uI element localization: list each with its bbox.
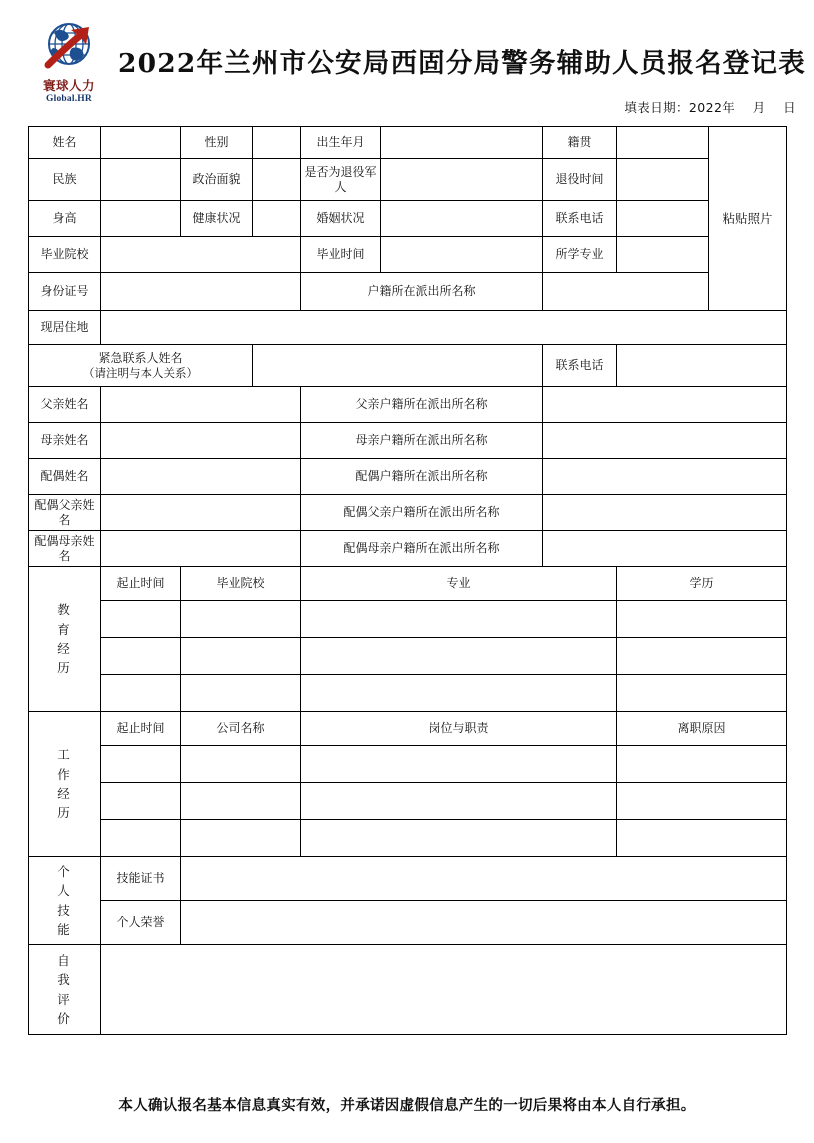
- label-height: 身高: [29, 201, 101, 237]
- field-name[interactable]: [101, 127, 181, 159]
- work-col-period: 起止时间: [101, 712, 181, 746]
- label-current-address: 现居住地: [29, 311, 101, 345]
- label-mother-police-station: 母亲户籍所在派出所名称: [301, 423, 543, 459]
- edu-cell-degree[interactable]: [617, 638, 787, 675]
- field-spouse-mother-name[interactable]: [101, 531, 301, 567]
- table-row-current-address: [29, 311, 787, 345]
- label-emergency-phone: 联系电话: [543, 345, 617, 387]
- work-cell-period[interactable]: [101, 746, 181, 783]
- label-marital-status: 婚姻状况: [301, 201, 381, 237]
- work-col-leave-reason: 离职原因: [617, 712, 787, 746]
- label-spouse-father-police-station: 配偶父亲户籍所在派出所名称: [301, 495, 543, 531]
- declaration-text: 本人确认报名基本信息真实有效，并承诺因虚假信息产生的一切后果将由本人自行承担。: [118, 1098, 696, 1114]
- edu-cell-school[interactable]: [181, 638, 301, 675]
- section-label-work-text: 工 作 经 历: [57, 747, 72, 821]
- field-spouse-father-police-station[interactable]: [543, 495, 787, 531]
- field-health[interactable]: [253, 201, 301, 237]
- label-graduation-time: 毕业时间: [301, 237, 381, 273]
- field-current-address[interactable]: [101, 311, 787, 345]
- field-father-name[interactable]: [101, 387, 301, 423]
- table-row-education-entry: [29, 601, 787, 638]
- label-native-place: 籍贯: [543, 127, 617, 159]
- table-row-education-header: [29, 567, 787, 601]
- table-row-education-basic: [29, 237, 787, 273]
- field-personal-honor[interactable]: [181, 901, 787, 945]
- field-spouse-father-name[interactable]: [101, 495, 301, 531]
- table-row-education-entry: [29, 675, 787, 712]
- work-cell-company[interactable]: [181, 746, 301, 783]
- edu-cell-major[interactable]: [301, 675, 617, 712]
- table-row-work-header: [29, 712, 787, 746]
- label-spouse-father-name: 配偶父亲姓名: [29, 495, 101, 531]
- field-phone[interactable]: [617, 201, 709, 237]
- label-skill-certificate: 技能证书: [101, 857, 181, 901]
- work-col-company: 公司名称: [181, 712, 301, 746]
- table-row-spouse: [29, 459, 787, 495]
- section-label-education-text: 教 育 经 历: [57, 602, 72, 676]
- edu-cell-degree[interactable]: [617, 675, 787, 712]
- edu-col-degree: 学历: [617, 567, 787, 601]
- field-marital-status[interactable]: [381, 201, 543, 237]
- label-political-status: 政治面貌: [181, 159, 253, 201]
- edu-cell-period[interactable]: [101, 638, 181, 675]
- field-self-evaluation[interactable]: [101, 945, 787, 1035]
- work-cell-leave-reason[interactable]: [617, 783, 787, 820]
- work-cell-position[interactable]: [301, 783, 617, 820]
- registration-table: [28, 126, 787, 1035]
- field-father-police-station[interactable]: [543, 387, 787, 423]
- section-label-self-evaluation: [29, 945, 101, 1035]
- label-major: 所学专业: [543, 237, 617, 273]
- field-height[interactable]: [101, 201, 181, 237]
- work-cell-leave-reason[interactable]: [617, 820, 787, 857]
- work-col-position: 岗位与职责: [301, 712, 617, 746]
- field-mother-police-station[interactable]: [543, 423, 787, 459]
- label-phone: 联系电话: [543, 201, 617, 237]
- work-cell-period[interactable]: [101, 820, 181, 857]
- work-cell-leave-reason[interactable]: [617, 746, 787, 783]
- label-spouse-name: 配偶姓名: [29, 459, 101, 495]
- table-row-basic-1: [29, 127, 787, 159]
- label-ethnicity: 民族: [29, 159, 101, 201]
- label-mother-name: 母亲姓名: [29, 423, 101, 459]
- label-household-police-station: 户籍所在派出所名称: [301, 273, 543, 311]
- section-label-skills-text: 个 人 技 能: [57, 863, 72, 937]
- edu-cell-major[interactable]: [301, 601, 617, 638]
- table-row-skill-certificate: [29, 857, 787, 901]
- field-birth-date[interactable]: [381, 127, 543, 159]
- table-row-spouse-mother: [29, 531, 787, 567]
- field-spouse-police-station[interactable]: [543, 459, 787, 495]
- label-spouse-mother-name: 配偶母亲姓名: [29, 531, 101, 567]
- label-father-police-station: 父亲户籍所在派出所名称: [301, 387, 543, 423]
- section-label-skills: [29, 857, 101, 945]
- table-row-id-number: [29, 273, 787, 311]
- field-household-police-station[interactable]: [543, 273, 709, 311]
- table-row-basic-3: [29, 201, 787, 237]
- table-row-spouse-father: [29, 495, 787, 531]
- table-row-father: [29, 387, 787, 423]
- label-name: 姓名: [29, 127, 101, 159]
- table-row-personal-honor: [29, 901, 787, 945]
- field-id-number[interactable]: [101, 273, 301, 311]
- edu-cell-degree[interactable]: [617, 601, 787, 638]
- label-father-name: 父亲姓名: [29, 387, 101, 423]
- label-id-number: 身份证号: [29, 273, 101, 311]
- label-veteran: 是否为退役军人: [301, 159, 381, 201]
- edu-cell-major[interactable]: [301, 638, 617, 675]
- logo-english-name: Global.HR: [46, 93, 92, 104]
- table-row-work-entry: [29, 820, 787, 857]
- field-native-place[interactable]: [617, 127, 709, 159]
- field-graduation-time[interactable]: [381, 237, 543, 273]
- section-label-work: [29, 712, 101, 857]
- logo-chinese-name: 寰球人力: [42, 77, 95, 93]
- label-spouse-mother-police-station: 配偶母亲户籍所在派出所名称: [301, 531, 543, 567]
- field-veteran[interactable]: [381, 159, 543, 201]
- table-row-emergency-contact: [29, 345, 787, 387]
- section-label-self-evaluation-text: 自 我 评 价: [57, 952, 72, 1026]
- label-gender: 性别: [181, 127, 253, 159]
- field-ethnicity[interactable]: [101, 159, 181, 201]
- photo-paste-cell[interactable]: 粘贴照片: [709, 127, 787, 311]
- section-label-education: [29, 567, 101, 712]
- table-row-education-entry: [29, 638, 787, 675]
- label-health: 健康状况: [181, 201, 253, 237]
- field-gender[interactable]: [253, 127, 301, 159]
- field-spouse-name[interactable]: [101, 459, 301, 495]
- table-row-self-evaluation: [29, 945, 787, 1035]
- edu-cell-period[interactable]: [101, 601, 181, 638]
- company-logo: [26, 17, 112, 104]
- field-graduate-school[interactable]: [101, 237, 301, 273]
- label-personal-honor: 个人荣誉: [101, 901, 181, 945]
- table-row-basic-2: [29, 159, 787, 201]
- label-discharge-time: 退役时间: [543, 159, 617, 201]
- field-mother-name[interactable]: [101, 423, 301, 459]
- globe-arrow-icon: [40, 17, 98, 75]
- work-cell-position[interactable]: [301, 746, 617, 783]
- label-birth-date: 出生年月: [301, 127, 381, 159]
- edu-cell-school[interactable]: [181, 675, 301, 712]
- field-discharge-time[interactable]: [617, 159, 709, 201]
- work-cell-period[interactable]: [101, 783, 181, 820]
- page-title: 2022年兰州市公安局西固分局警务辅助人员报名登记表: [118, 47, 806, 79]
- work-cell-company[interactable]: [181, 783, 301, 820]
- work-cell-company[interactable]: [181, 820, 301, 857]
- table-row-work-entry: [29, 783, 787, 820]
- edu-cell-period[interactable]: [101, 675, 181, 712]
- work-cell-position[interactable]: [301, 820, 617, 857]
- field-major[interactable]: [617, 237, 709, 273]
- edu-col-major: 专业: [301, 567, 617, 601]
- page-header: [0, 0, 814, 106]
- label-graduate-school: 毕业院校: [29, 237, 101, 273]
- field-emergency-phone[interactable]: [617, 345, 787, 387]
- field-emergency-contact[interactable]: [253, 345, 543, 387]
- edu-cell-school[interactable]: [181, 601, 301, 638]
- edu-col-school: 毕业院校: [181, 567, 301, 601]
- label-emergency-contact: [29, 345, 253, 387]
- field-skill-certificate[interactable]: [181, 857, 787, 901]
- table-row-mother: [29, 423, 787, 459]
- field-spouse-mother-police-station[interactable]: [543, 531, 787, 567]
- label-spouse-police-station: 配偶户籍所在派出所名称: [301, 459, 543, 495]
- emergency-contact-line2: （请注明与本人关系）: [83, 365, 198, 380]
- edu-col-period: 起止时间: [101, 567, 181, 601]
- registration-table-wrapper: [28, 126, 786, 1035]
- field-political-status[interactable]: [253, 159, 301, 201]
- emergency-contact-line1: 紧急联系人姓名: [98, 350, 183, 365]
- table-row-work-entry: [29, 746, 787, 783]
- fill-date-label: 填表日期：2022年 月 日: [624, 100, 796, 115]
